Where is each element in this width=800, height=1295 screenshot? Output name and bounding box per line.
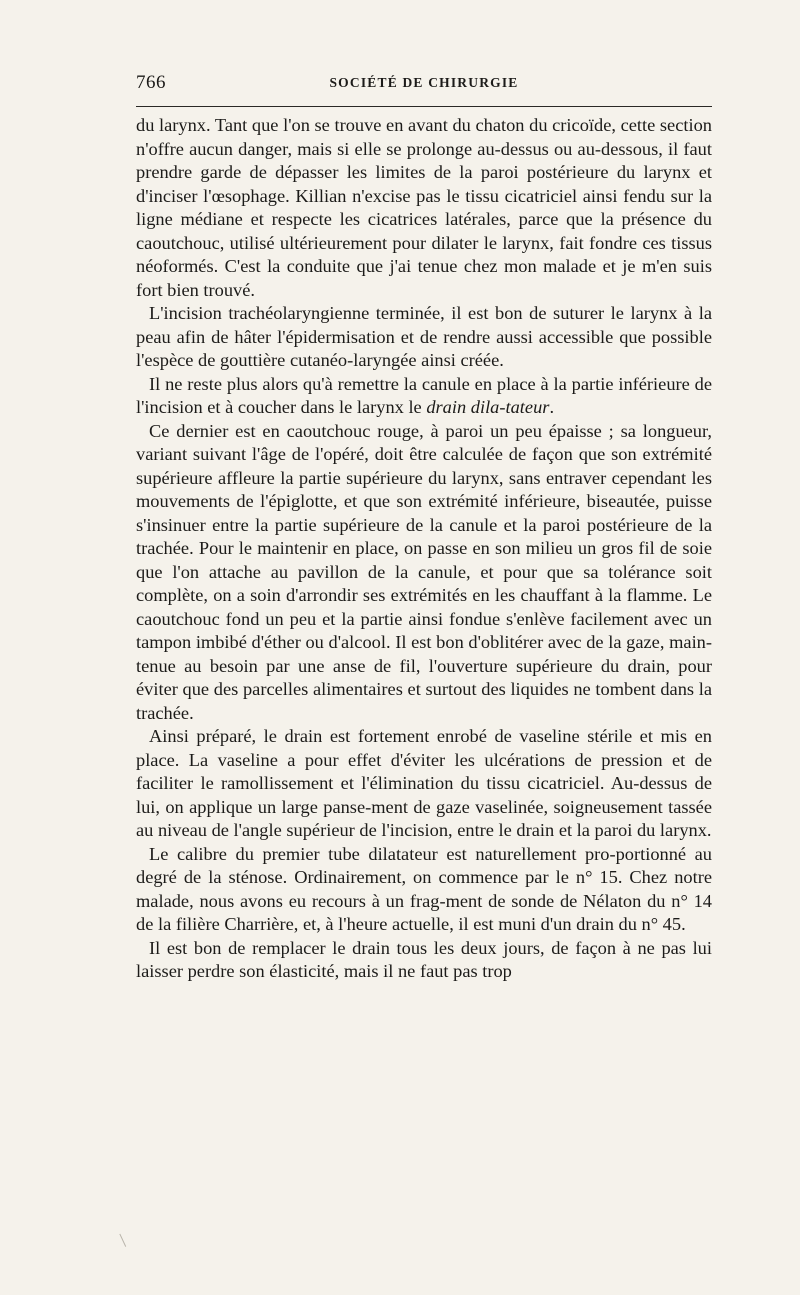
paragraph-text: L'incision trachéolaryngienne terminée, il est bon de suturer le larynx à la peau afin de hâter l'épidermisation et de rendre aussi accessible que possible l'espèce de gouttière cutanéo-laryngée ainsi créée. <box>136 303 712 370</box>
paragraph-6 <box>136 843 712 937</box>
paragraph-text: Ainsi préparé, le drain est fortement enrobé de vaseline stérile et mis en place. La vaseline a pour effet d'éviter les ulcérations de pression et de faciliter le ramollissement et l'élimination du tissu cicatriciel. Au-dessus de lui, on applique un large panse-ment de gaze vaselinée, soigneusement tassée au niveau de l'angle supérieur de l'incision, entre le drain et la paroi du larynx. <box>136 726 712 840</box>
paragraph-text-end: . <box>549 397 555 417</box>
paper-mark <box>119 1231 131 1247</box>
paragraph-text: Ce dernier est en caoutchouc rouge, à paroi un peu épaisse ; sa longueur, variant suivant l'âge de l'opéré, doit être calculée de façon que son extrémité supérieure affleure la partie supérieure du larynx, sans entraver cependant les mouvements de l'épiglotte, et que son extrémité inférieure, biseautée, puisse s'insinuer entre la partie supérieure de la canule et la paroi postérieure de la trachée. Pour le maintenir en place, on passe en son milieu un gros fil de soie que l'on attache au pavillon de la canule, et pour que sa tolérance soit complète, on a soin d'arrondir ses extrémités en les chauffant à la flamme. Le caoutchouc fond un peu et la partie ainsi fondue s'enlève facilement avec un tampon imbibé d'éther ou d'alcool. Il est bon d'oblitérer avec de la gaze, main-tenue au besoin par une anse de fil, l'ouverture supérieure du drain, pour éviter que des parcelles alimentaires et surtout des liquides ne tombent dans la trachée. <box>136 420 712 723</box>
paragraph-text: Il est bon de remplacer le drain tous les deux jours, de façon à ne pas lui laisser perdre son élasticité, mais il ne faut pas trop <box>136 937 712 981</box>
paragraph-text: du larynx. Tant que l'on se trouve en avant du chaton du cricoïde, cette section n'offre aucun danger, mais si elle se prolonge au-dessus ou au-dessous, il faut prendre garde de dépasser les limites de la paroi postérieure du larynx et d'inciser l'œsophage. Killian n'excise pas le tissu cicatriciel ainsi fendu sur la ligne médiane et respecte les cicatrices latérales, parce que la présence du caoutchouc, utilisé ultérieurement pour dilater le larynx, fait fondre ces tissus néoformés. C'est la conduite que j'ai tenue chez mon malade et je m'en suis fort bien trouvé. <box>136 115 712 300</box>
body-text <box>136 114 712 984</box>
paragraph-2 <box>136 302 712 373</box>
paragraph-3 <box>136 373 712 420</box>
italic-term: drain dila-tateur <box>426 397 550 417</box>
page-number: 766 <box>136 72 166 93</box>
header-rule <box>136 106 712 107</box>
paragraph-text: Le calibre du premier tube dilatateur est naturellement pro-portionné au degré de la sténose. Ordinairement, on commence par le n° 15. Chez notre malade, nous avons eu recours à un frag-ment de sonde de Nélaton du n° 14 de la filière Charrière, et, à l'heure actuelle, il est muni d'un drain du n° 45. <box>136 843 712 934</box>
page-header <box>136 72 712 98</box>
paragraph-1 <box>136 114 712 302</box>
paragraph-text: Il ne reste plus alors qu'à remettre la canule en place à la partie inférieure de l'incision et à coucher dans le larynx le <box>136 373 712 417</box>
paragraph-7 <box>136 937 712 984</box>
running-head: SOCIÉTÉ DE CHIRURGIE <box>329 75 519 90</box>
paragraph-5 <box>136 725 712 843</box>
paragraph-4 <box>136 420 712 726</box>
